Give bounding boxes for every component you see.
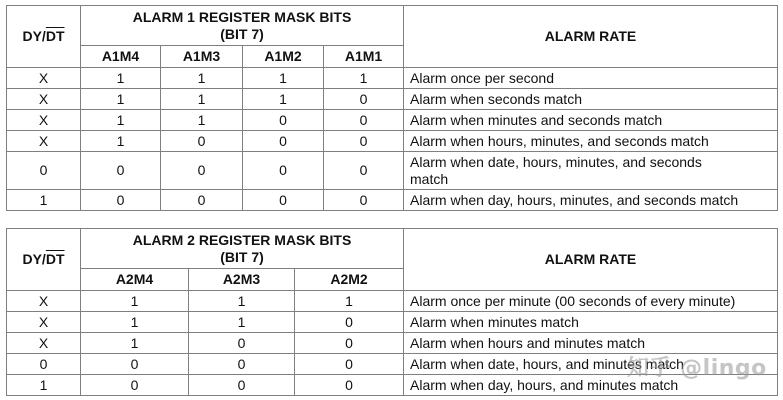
- bit-header-a1m1: A1M1: [324, 46, 404, 68]
- bit-header-a1m3: A1M3: [161, 46, 243, 68]
- rate-cell: Alarm when hours, minutes, and seconds match: [404, 131, 778, 152]
- rate-cell: Alarm once per minute (00 seconds of every minute): [404, 291, 778, 312]
- rate-cell: Alarm when date, hours, minutes, and seconds match: [404, 152, 778, 190]
- rate-cell: Alarm when day, hours, minutes, and seconds match: [404, 190, 778, 211]
- bit-cell: 0: [324, 190, 404, 211]
- bit-header-a2m3: A2M3: [189, 269, 295, 291]
- bit-cell: 1: [161, 110, 243, 131]
- rate-cell: Alarm when minutes match: [404, 312, 778, 333]
- bit-cell: 0: [161, 190, 243, 211]
- table-row: [7, 131, 778, 152]
- rate-cell: Alarm when day, hours, and minutes match: [404, 375, 778, 396]
- table-row: [7, 89, 778, 110]
- bit-cell: 0: [295, 312, 404, 333]
- bit-cell: 1: [243, 89, 324, 110]
- bit-cell: 0: [81, 152, 161, 190]
- table-row: [7, 312, 778, 333]
- bit-cell: 1: [81, 68, 161, 89]
- bit-cell: 1: [324, 68, 404, 89]
- bit-cell: 1: [81, 89, 161, 110]
- alarm1-mask-table: [6, 5, 778, 211]
- bit-cell: 1: [81, 131, 161, 152]
- bit-cell: 1: [81, 312, 189, 333]
- bit-cell: 0: [295, 375, 404, 396]
- bit-cell: 1: [81, 333, 189, 354]
- bit-cell: 0: [161, 152, 243, 190]
- dy-cell: X: [7, 110, 81, 131]
- dy-dt-header: $DY/\overline{DT}$: [7, 229, 81, 291]
- table-row: [7, 291, 778, 312]
- bit-cell: 1: [189, 291, 295, 312]
- bit-cell: 0: [189, 354, 295, 375]
- alarm-rate-header: ALARM RATE: [404, 229, 778, 291]
- bit-cell: 0: [324, 131, 404, 152]
- dy-cell: X: [7, 312, 81, 333]
- dy-cell: X: [7, 131, 81, 152]
- bit-cell: 0: [189, 375, 295, 396]
- mask-bits-header: ALARM 2 REGISTER MASK BITS (BIT 7): [81, 229, 404, 269]
- bit-cell: 1: [243, 68, 324, 89]
- bit-cell: 0: [243, 131, 324, 152]
- table-row: [7, 68, 778, 89]
- bit-cell: 0: [189, 333, 295, 354]
- dy-cell: X: [7, 89, 81, 110]
- bit-header-a2m4: A2M4: [81, 269, 189, 291]
- rate-cell: Alarm when seconds match: [404, 89, 778, 110]
- dy-cell: 1: [7, 375, 81, 396]
- bit-cell: 1: [81, 110, 161, 131]
- dy-cell: X: [7, 68, 81, 89]
- dy-cell: X: [7, 291, 81, 312]
- bit-cell: 0: [243, 110, 324, 131]
- bit-cell: 0: [295, 333, 404, 354]
- bit-cell: 1: [81, 291, 189, 312]
- rate-cell: Alarm when minutes and seconds match: [404, 110, 778, 131]
- bit-cell: 0: [161, 131, 243, 152]
- bit-cell: 0: [243, 152, 324, 190]
- bit-cell: 0: [81, 375, 189, 396]
- alarm-rate-header: ALARM RATE: [404, 6, 778, 68]
- rate-cell: Alarm when date, hours, and minutes match: [404, 354, 778, 375]
- dy-cell: 0: [7, 152, 81, 190]
- dy-dt-header: $DY/\overline{DT}$: [7, 6, 81, 68]
- mask-bits-header: ALARM 1 REGISTER MASK BITS (BIT 7): [81, 6, 404, 46]
- table-row: [7, 152, 778, 190]
- bit-cell: 0: [81, 190, 161, 211]
- bit-header-a1m4: A1M4: [81, 46, 161, 68]
- bit-header-a2m2: A2M2: [295, 269, 404, 291]
- table-row: [7, 190, 778, 211]
- bit-cell: 1: [161, 89, 243, 110]
- bit-cell: 1: [189, 312, 295, 333]
- dy-cell: X: [7, 333, 81, 354]
- dy-cell: 0: [7, 354, 81, 375]
- dy-cell: 1: [7, 190, 81, 211]
- bit-cell: 0: [324, 110, 404, 131]
- bit-cell: 1: [295, 291, 404, 312]
- bit-cell: 0: [324, 152, 404, 190]
- rate-cell: Alarm when hours and minutes match: [404, 333, 778, 354]
- bit-cell: 0: [324, 89, 404, 110]
- bit-cell: 0: [81, 354, 189, 375]
- bit-cell: 0: [295, 354, 404, 375]
- table-row: [7, 110, 778, 131]
- watermark: 知乎 @lingo: [627, 356, 767, 381]
- rate-cell: Alarm once per second: [404, 68, 778, 89]
- bit-cell: 0: [243, 190, 324, 211]
- bit-cell: 1: [161, 68, 243, 89]
- bit-header-a1m2: A1M2: [243, 46, 324, 68]
